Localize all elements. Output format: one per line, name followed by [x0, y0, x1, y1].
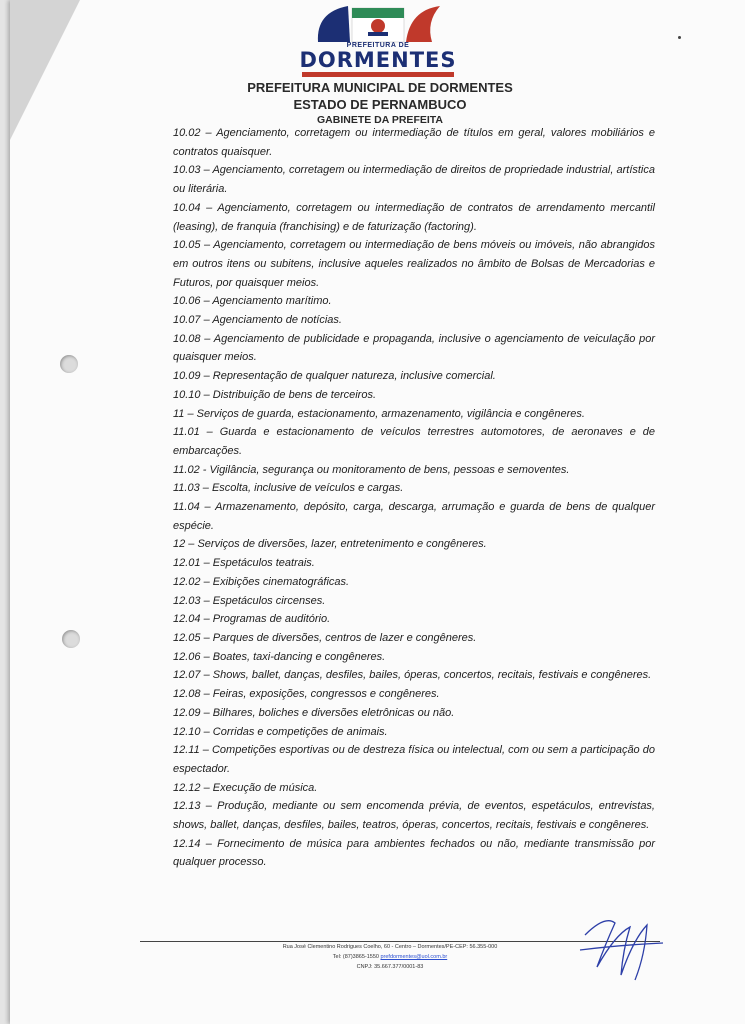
- footer-phone: Tel: (87)3865-1550: [332, 954, 379, 960]
- list-item: 12.12 – Execução de música.: [173, 781, 318, 794]
- punch-hole-top: [60, 355, 78, 373]
- list-item: 11.02 - Vigilância, segurança ou monitoramento de bens, pessoas e semoventes.: [173, 463, 570, 476]
- list-item: 11.04 – Armazenamento, depósito, carga, descarga, arrumação e guarda de bens de qualquer espécie.: [173, 501, 655, 532]
- list-item: 10.09 – Representação de qualquer natureza, inclusive comercial.: [173, 370, 496, 383]
- scan-speck: [678, 36, 681, 39]
- list-item: 12.11 – Competições esportivas ou de destreza física ou intelectual, com ou sem a participação do espectador.: [173, 744, 655, 775]
- list-item: 12 – Serviços de diversões, lazer, entretenimento e congêneres.: [173, 538, 487, 551]
- document-page: [10, 0, 745, 1024]
- list-item: 12.07 – Shows, ballet, danças, desfiles, bailes, óperas, concertos, recitais, festivais e congêneres.: [173, 669, 652, 682]
- list-item: 10.02 – Agenciamento, corretagem ou intermediação de títulos em geral, valores mobiliários e contratos quaisquer.: [173, 127, 655, 158]
- list-item: 12.09 – Bilhares, boliches e diversões eletrônicas ou não.: [173, 706, 455, 719]
- list-item: 10.10 – Distribuição de bens de terceiros.: [173, 388, 377, 401]
- list-item: 10.03 – Agenciamento, corretagem ou intermediação de direitos de propriedade industrial, artística ou literária.: [173, 164, 655, 196]
- list-item: 10.06 – Agenciamento marítimo.: [173, 295, 332, 308]
- service-list: [173, 124, 655, 872]
- logo-wordmark: DORMENTES: [299, 48, 457, 72]
- list-item: 12.06 – Boates, taxi-dancing e congêneres.: [173, 650, 386, 663]
- footer-contact: [200, 954, 580, 960]
- list-item: 10.04 – Agenciamento, corretagem ou intermediação de contratos de arrendamento mercantil (leasing), de franquia (franchising) e de faturização (factoring).: [173, 201, 655, 233]
- list-item: 12.04 – Programas de auditório.: [173, 613, 331, 626]
- list-item: 12.08 – Feiras, exposições, congressos e congêneres.: [173, 688, 440, 701]
- list-item: 12.05 – Parques de diversões, centros de lazer e congêneres.: [173, 631, 477, 644]
- folded-corner: [10, 0, 80, 140]
- list-item: 12.03 – Espetáculos circenses.: [173, 594, 326, 607]
- signature: [575, 905, 665, 985]
- list-item: 11.01 – Guarda e estacionamento de veículos terrestres automotores, de aeronaves e de embarcações.: [173, 426, 655, 457]
- footer-address: Rua José Clementino Rodrigues Coelho, 60 - Centro – Dormentes/PE-CEP: 56.355-000: [282, 944, 498, 950]
- list-item: 11.03 – Escolta, inclusive de veículos e cargas.: [173, 482, 404, 495]
- state-name: ESTADO DE PERNAMBUCO: [293, 97, 467, 112]
- footer-cnpj: CNPJ: 35.667.377/0001-83: [356, 964, 424, 970]
- list-item: 11 – Serviços de guarda, estacionamento, armazenamento, vigilância e congêneres.: [173, 407, 585, 420]
- list-item: 12.01 – Espetáculos teatrais.: [173, 557, 315, 570]
- list-item: 10.08 – Agenciamento de publicidade e propaganda, inclusive o agenciamento de veiculação por quaisquer meios.: [173, 332, 655, 364]
- list-item: 12.13 – Produção, mediante ou sem encomenda prévia, de eventos, espetáculos, entrevistas, shows, ballet, danças, desfiles, bailes, teatros, óperas, concertos, recitais, festivais e congêneres.: [173, 800, 655, 832]
- logo-prefix: PREFEITURA DE: [346, 42, 410, 49]
- flag-emblem-icon: [298, 2, 458, 44]
- logo-underline: [302, 72, 454, 77]
- list-item: 10.05 – Agenciamento, corretagem ou intermediação de bens móveis ou imóveis, não abrangidos em outros itens ou subitens, inclusive aqueles realizados no âmbito de Bolsas de Mercadorias e Futuros, por quaisquer meios.: [173, 239, 655, 289]
- punch-hole-bottom: [62, 630, 80, 648]
- list-item: 12.14 – Fornecimento de música para ambientes fechados ou não, mediante transmissão por qualquer processo.: [173, 837, 655, 869]
- footer-email[interactable]: prefdormentes@uol.com.br: [380, 954, 448, 960]
- office-name: GABINETE DA PREFEITA: [316, 114, 443, 126]
- list-item: 12.10 – Corridas e competições de animais.: [173, 725, 388, 738]
- list-item: 10.07 – Agenciamento de notícias.: [173, 314, 342, 327]
- page-title: PREFEITURA MUNICIPAL DE DORMENTES: [247, 80, 513, 95]
- municipal-logo: [298, 2, 458, 78]
- list-item: 12.02 – Exibições cinematográficas.: [173, 575, 350, 588]
